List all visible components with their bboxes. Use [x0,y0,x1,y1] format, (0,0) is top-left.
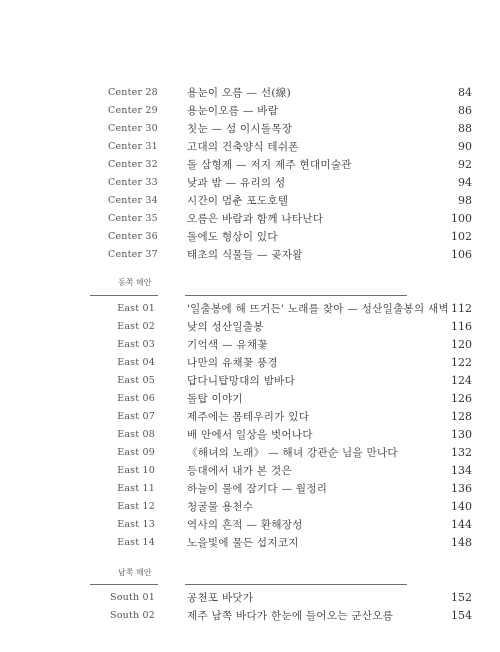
entry-code: East 06 [117,393,155,404]
entry-title: 제주 남쪽 바다가 한눈에 들어오는 군산오름 [187,610,394,622]
toc-entry[interactable] [0,210,500,228]
entry-page-number: 120 [451,338,472,351]
entry-page-number: 98 [458,194,472,207]
entry-page-number: 148 [451,536,472,549]
toc-entry[interactable] [0,354,500,372]
toc-entry[interactable] [0,192,500,210]
toc-entry[interactable] [0,408,500,426]
entry-code: Center 36 [108,231,158,242]
entry-code: Center 31 [108,141,158,152]
entry-title: 청굴물 용천수 [187,501,254,513]
entry-title: 태초의 식물들 — 곶자왈 [187,249,303,261]
entry-page-number: 132 [451,446,472,459]
section-divider [185,584,407,585]
entry-page-number: 86 [458,104,472,117]
entry-page-number: 106 [451,248,472,261]
entry-title: 칫눈 — 섬 이시돌목장 [187,123,293,135]
entry-page-number: 124 [451,374,472,387]
entry-code: East 12 [117,501,155,512]
toc-entry[interactable] [0,607,500,625]
entry-title: '일출봉에 해 뜨거든' 노래를 찾아 — 성산일출봉의 새벽 [187,303,449,315]
entry-code: Center 35 [108,213,158,224]
toc-entry[interactable] [0,480,500,498]
section-divider [90,295,158,296]
entry-title: 시간이 멈춘 포도호텔 [187,195,289,207]
entry-title: 오름은 바람과 함께 나타난다 [187,213,324,225]
toc-entry[interactable] [0,156,500,174]
toc-entry[interactable] [0,589,500,607]
toc-entry[interactable] [0,390,500,408]
entry-page-number: 152 [451,591,472,604]
entry-code: East 07 [117,411,155,422]
entry-code: East 09 [117,447,155,458]
toc-entry[interactable] [0,300,500,318]
toc-entry[interactable] [0,102,500,120]
entry-code: East 10 [117,465,155,476]
section-divider [90,584,158,585]
entry-code: East 14 [117,537,155,548]
entry-title: 제주에는 몸테우리가 있다 [187,411,310,423]
entry-page-number: 90 [458,140,472,153]
entry-code: South 02 [110,610,155,621]
toc-entry[interactable] [0,174,500,192]
entry-page-number: 144 [451,518,472,531]
toc-entry[interactable] [0,138,500,156]
entry-code: East 05 [117,375,155,386]
entry-title: 노을빛에 물든 섭지코지 [187,537,299,549]
entry-page-number: 128 [451,410,472,423]
entry-page-number: 130 [451,428,472,441]
entry-page-number: 140 [451,500,472,513]
entry-page-number: 92 [458,158,472,171]
entry-page-number: 122 [451,356,472,369]
section-divider [185,295,407,296]
entry-title: 나만의 유채꽃 풍경 [187,357,278,369]
entry-title: 고대의 건축양식 테쉬폰 [187,141,299,153]
entry-title: 공천포 바닷가 [187,592,254,604]
entry-code: East 01 [117,303,155,314]
entry-title: 《해녀의 노래》 — 해녀 강관순 님을 만나다 [187,447,398,459]
entry-code: Center 28 [108,87,158,98]
entry-page-number: 100 [451,212,472,225]
entry-title: 기억색 — 유채꽃 [187,339,268,351]
toc-entry[interactable] [0,426,500,444]
entry-page-number: 126 [451,392,472,405]
entry-page-number: 94 [458,176,472,189]
toc-entry[interactable] [0,534,500,552]
entry-title: 돌 삼형제 — 저지 제주 현대미술관 [187,159,352,171]
section-label: 동쪽 해안 [118,278,152,287]
toc-entry[interactable] [0,318,500,336]
section-label: 남쪽 해안 [118,568,152,577]
entry-page-number: 136 [451,482,472,495]
entry-code: East 03 [117,339,155,350]
entry-code: South 01 [110,592,155,603]
entry-code: East 08 [117,429,155,440]
entry-title: 역사의 흔적 — 환해장성 [187,519,303,531]
entry-title: 등대에서 내가 본 것은 [187,465,292,477]
entry-page-number: 154 [451,609,472,622]
entry-title: 용눈이오름 — 바람 [187,105,279,117]
toc-entry[interactable] [0,516,500,534]
entry-code: East 13 [117,519,155,530]
toc-entry[interactable] [0,462,500,480]
entry-page-number: 116 [451,320,472,333]
toc-entry[interactable] [0,372,500,390]
entry-code: Center 30 [108,123,158,134]
entry-code: Center 32 [108,159,158,170]
toc-entry[interactable] [0,228,500,246]
entry-title: 낮과 밤 — 유리의 성 [187,177,286,189]
entry-title: 용눈이 오름 — 선(線) [187,87,291,99]
entry-code: East 11 [117,483,155,494]
entry-code: Center 37 [108,249,158,260]
toc-entry[interactable] [0,498,500,516]
entry-code: East 02 [117,321,155,332]
toc-entry[interactable] [0,84,500,102]
entry-code: Center 34 [108,195,158,206]
entry-title: 낮의 성산일출봉 [187,321,264,333]
entry-page-number: 102 [451,230,472,243]
entry-page-number: 134 [451,464,472,477]
entry-code: Center 33 [108,177,158,188]
entry-code: Center 29 [108,105,158,116]
toc-entry[interactable] [0,120,500,138]
entry-title: 하늘이 물에 잠기다 — 월정리 [187,483,328,495]
entry-title: 배 안에서 일상을 벗어나다 [187,429,313,441]
entry-page-number: 112 [451,302,472,315]
toc-entry[interactable] [0,246,500,264]
entry-title: 답다니탑망대의 밤바다 [187,375,296,387]
entry-code: East 04 [117,357,155,368]
toc-entry[interactable] [0,444,500,462]
toc-entry[interactable] [0,336,500,354]
entry-page-number: 88 [458,122,472,135]
entry-page-number: 84 [458,86,472,99]
entry-title: 돌탑 이야기 [187,393,243,405]
entry-title: 돌에도 형상이 있다 [187,231,278,243]
